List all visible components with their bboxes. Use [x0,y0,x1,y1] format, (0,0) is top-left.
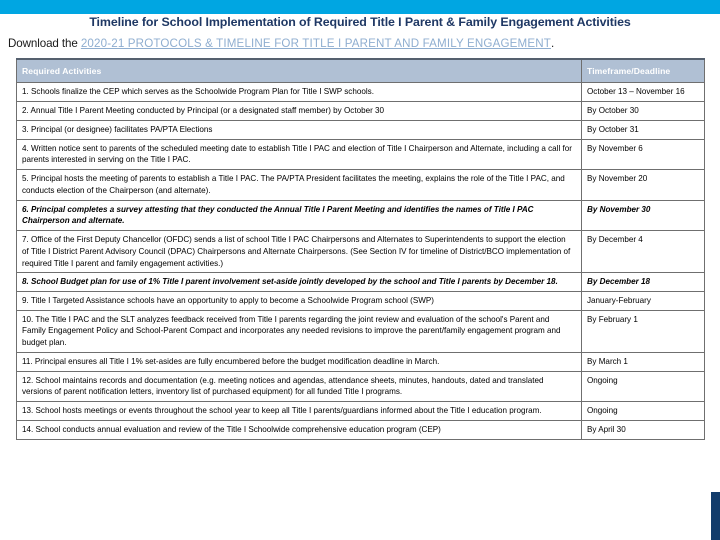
activity-cell: 3. Principal (or designee) facilitates PA/PTA Elections [17,120,582,139]
table-row [17,420,705,439]
table-row [17,83,705,102]
table-row [17,139,705,169]
timeframe-cell: By December 4 [582,231,705,273]
table-row [17,231,705,273]
activity-cell: 9. Title I Targeted Assistance schools have an opportunity to apply to become a Schoolwide Program school (SWP) [17,292,582,311]
activity-cell: 1. Schools finalize the CEP which serves as the Schoolwide Program Plan for Title I SWP schools. [17,83,582,102]
activity-cell: 13. School hosts meetings or events throughout the school year to keep all Title I parents/guardians informed about the Title I education program. [17,402,582,421]
activity-cell: 6. Principal completes a survey attesting that they conducted the Annual Title I Parent Meeting and identifies the names of Title I PAC Chairperson and alternate. [17,200,582,230]
timeframe-cell: By March 1 [582,352,705,371]
timeframe-cell: October 13 – November 16 [582,83,705,102]
timeframe-cell: By October 30 [582,102,705,121]
activity-cell: 7. Office of the First Deputy Chancellor (OFDC) sends a list of school Title I PAC Chairpersons and Alternates to Superintendents to support the election of Title I District Parent Advisory Council (DPAC) Chairpersons and Alternate Chairpersons. (See Section IV for timeline of District/BCO implementation of required Title I parent and family engagement activities.) [17,231,582,273]
table-row [17,200,705,230]
table-row [17,292,705,311]
activity-cell: 4. Written notice sent to parents of the scheduled meeting date to establish Title I PAC and election of Title I Chairperson and Alternate, including a call for parents interested in serving on the Title I PAC. [17,139,582,169]
activity-cell: 5. Principal hosts the meeting of parents to establish a Title I PAC. The PA/PTA President facilitates the meeting, explains the role of the Title I PAC, and conducts election of the Chairperson (and alternate). [17,170,582,200]
timeframe-cell: By April 30 [582,420,705,439]
table-row [17,170,705,200]
table-row [17,102,705,121]
timeframe-cell: By November 30 [582,200,705,230]
table-header [17,59,705,83]
column-header-required-activities: Required Activities [17,59,582,83]
page-title: Timeline for School Implementation of Required Title I Parent & Family Engagement Activities [89,15,631,29]
download-instruction [8,37,554,50]
table-row [17,352,705,371]
timeline-table [16,58,705,440]
activity-cell: 8. School Budget plan for use of 1% Title I parent involvement set-aside jointly developed by the school and Title I parents by December 18. [17,273,582,292]
column-header-timeframe-deadline: Timeframe/Deadline [582,59,705,83]
table-row [17,120,705,139]
timeframe-cell: By February 1 [582,310,705,352]
table-row [17,273,705,292]
table-header-row [17,59,705,83]
table-body [17,83,705,439]
timeframe-cell: By November 6 [582,139,705,169]
top-banner [0,0,720,14]
table-row [17,371,705,401]
timeframe-cell: Ongoing [582,371,705,401]
activity-cell: 2. Annual Title I Parent Meeting conducted by Principal (or a designated staff member) by October 30 [17,102,582,121]
timeframe-cell: By November 20 [582,170,705,200]
timeframe-cell: January-February [582,292,705,311]
activity-cell: 12. School maintains records and documentation (e.g. meeting notices and agendas, attendance sheets, minutes, handouts, dated and translated versions of parent notification letters, inventory list of purchased equipment) for all funded Title I programs. [17,371,582,401]
activity-cell: 11. Principal ensures all Title I 1% set-asides are fully encumbered before the budget modification deadline in March. [17,352,582,371]
download-trailing-text: . [550,37,555,50]
table-row [17,402,705,421]
table-row [17,310,705,352]
timeframe-cell: Ongoing [582,402,705,421]
right-edge-accent-bar [711,492,720,540]
timeframe-cell: By October 31 [582,120,705,139]
download-lead-text: Download the [8,37,81,50]
activity-cell: 14. School conducts annual evaluation and review of the Title I Schoolwide comprehensive education program (CEP) [17,420,582,439]
activity-cell: 10. The Title I PAC and the SLT analyzes feedback received from Title I parents regarding the joint review and evaluation of the school's Parent and Family Engagement Policy and School-Parent Compact and incorporates any needed revisions to improve the parent/family engagement program and budget plan. [17,310,582,352]
protocols-timeline-link[interactable]: 2020-21 PROTOCOLS & TIMELINE FOR TITLE I PARENT AND FAMILY ENGAGEMENT [80,37,551,50]
timeframe-cell: By December 18 [582,273,705,292]
